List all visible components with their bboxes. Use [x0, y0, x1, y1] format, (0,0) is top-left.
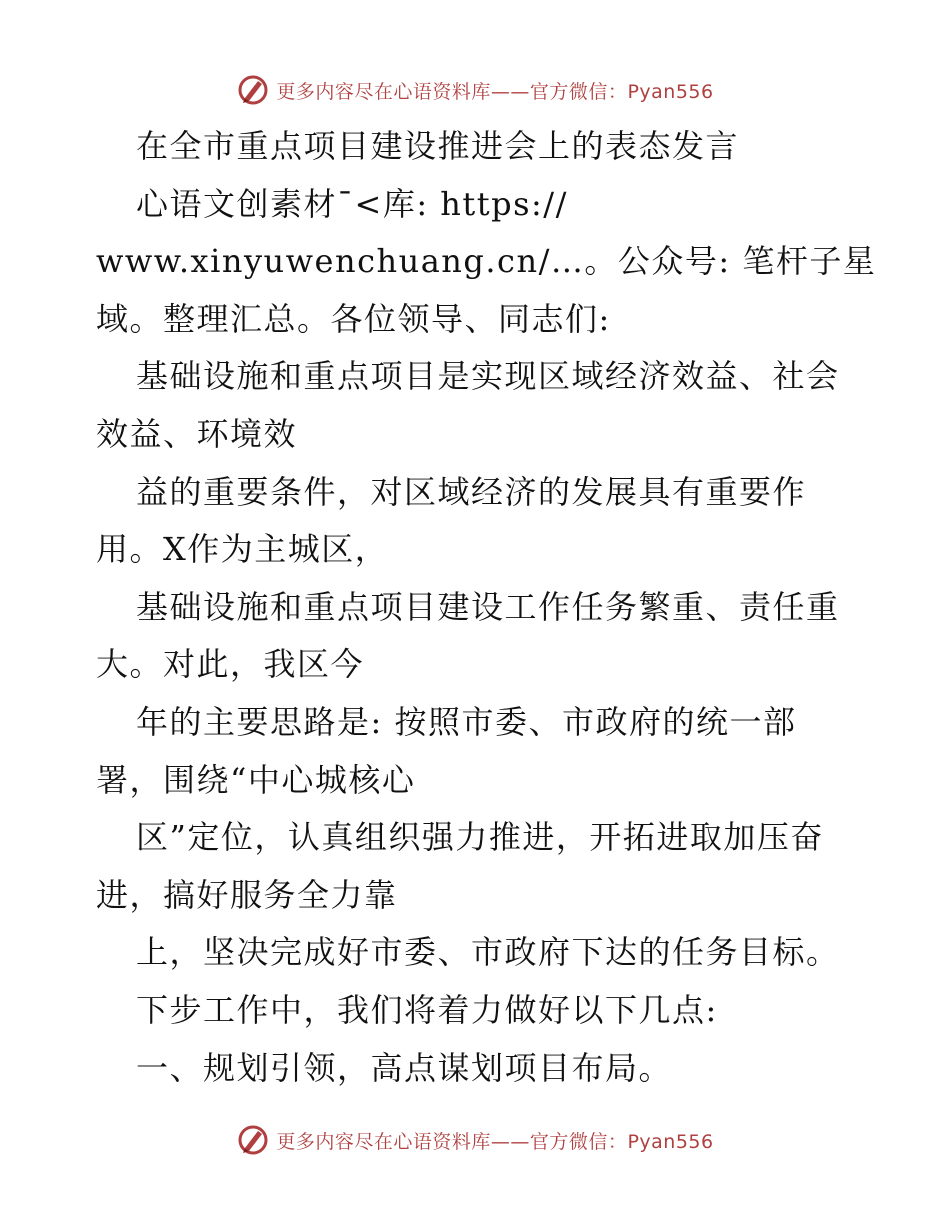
text-line: www.xinyuwenchuang.cn/…。公众号: 笔杆子星	[96, 242, 877, 281]
text-line: 署，围绕“中心城核心	[96, 760, 416, 799]
text-line: 进，搞好服务全力靠	[96, 875, 398, 914]
header-watermark-banner	[0, 70, 950, 110]
text-line: 基础设施和重点项目是实现区域经济效益、社会	[136, 357, 840, 396]
text-line: 在全市重点项目建设推进会上的表态发言	[136, 127, 740, 165]
text-line: 心语文创素材¯<库: https://	[136, 184, 568, 223]
text-line: 区”定位，认真组织强力推进，开拓进取加压奋	[136, 818, 824, 857]
document-body	[96, 118, 877, 1097]
text-line: 年的主要思路是: 按照市委、市政府的统一部	[136, 702, 797, 741]
text-line: 益的重要条件，对区域经济的发展具有重要作	[136, 472, 807, 511]
banner-text: 更多内容尽在心语资料库——官方微信：Pyan556	[276, 80, 714, 103]
footer-watermark-banner	[0, 1120, 950, 1160]
banner-text: 更多内容尽在心语资料库——官方微信：Pyan556	[276, 1130, 714, 1153]
text-line: 上，坚决完成好市委、市政府下达的任务目标。	[136, 933, 840, 972]
text-line: 下步工作中，我们将着力做好以下几点:	[136, 990, 718, 1029]
text-line: 域。整理汇总。各位领导、同志们:	[96, 299, 611, 338]
text-line: 效益、环境效	[96, 414, 298, 453]
text-line: 大。对此，我区今	[96, 645, 365, 684]
text-line: 用。X作为主城区，	[96, 530, 389, 569]
pen-logo-icon	[236, 73, 270, 107]
pen-logo-icon	[236, 1123, 270, 1157]
text-line: 一、规划引领，高点谋划项目布局。	[136, 1048, 673, 1087]
text-line: 基础设施和重点项目建设工作任务繁重、责任重	[136, 587, 840, 626]
